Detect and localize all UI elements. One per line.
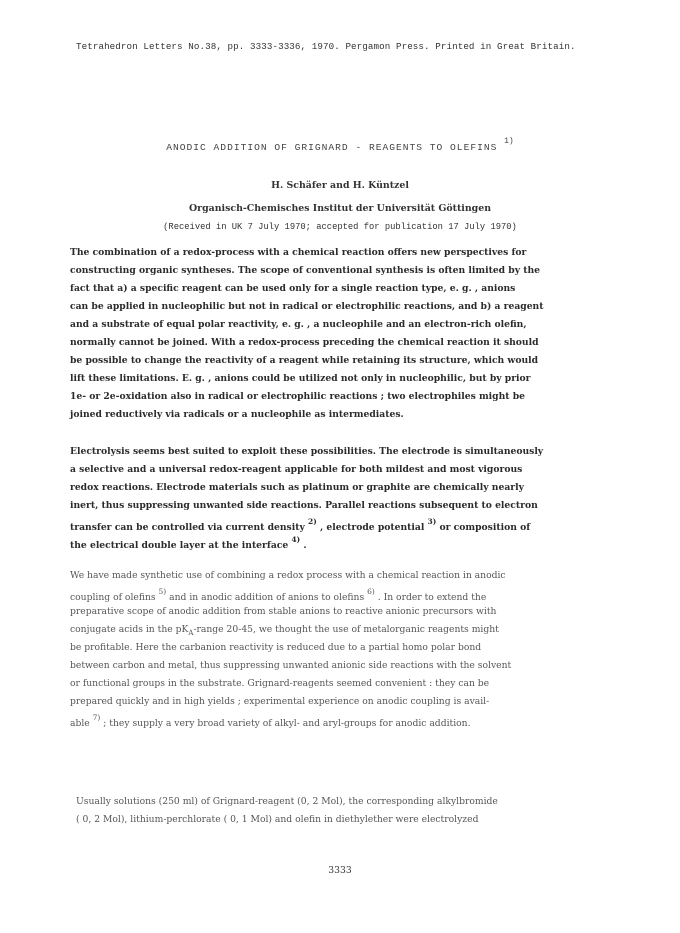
institute: Organisch-Chemisches Institut der Universität Göttingen	[188, 203, 492, 214]
text-line: or functional groups in the substrate. Grignard-reagents seemed convenient : they can be	[70, 678, 490, 689]
text-line: ( 0, 2 Mol), lithium-perchlorate ( 0, 1 Mol) and olefin in diethylether were electrolyzed	[76, 814, 479, 825]
article-title-text: ANODIC ADDITION OF GRIGNARD - REAGENTS TO OLEFINS	[166, 142, 498, 154]
paragraph-4	[76, 793, 616, 829]
text-span: , electrode potential	[319, 522, 425, 534]
text-span: and in anodic addition of anions to olefins	[169, 592, 365, 604]
text-line: prepared quickly and in high yields ; experimental experience on anodic coupling is avail-	[70, 696, 490, 707]
text-line: a selective and a universal redox-reagent applicable for both mildest and most vigorous	[70, 464, 523, 475]
text-span: the electrical double layer at the interface	[70, 540, 289, 552]
text-span: able	[70, 718, 90, 730]
footnote-ref: 3)	[427, 517, 437, 526]
article-title	[0, 137, 680, 154]
text-span: -range 20-45, we thought the use of metalorganic reagents might	[193, 624, 499, 635]
text-line	[70, 585, 610, 603]
text-line: be profitable. Here the carbanion reactivity is reduced due to a partial homo polar bond	[70, 642, 482, 653]
text-line: joined reductively via radicals or a nucleophile as intermediates.	[70, 409, 404, 420]
text-line: The combination of a redox-process with a chemical reaction offers new perspectives for	[70, 247, 527, 258]
text-line: be possible to change the reactivity of a reagent while retaining its structure, which would	[70, 355, 539, 366]
footnote-ref: 4)	[291, 535, 301, 544]
text-line: redox reactions. Electrode materials such as platinum or graphite are chemically nearly	[70, 482, 524, 493]
page-number: 3333	[328, 865, 352, 876]
text-line: Usually solutions (250 ml) of Grignard-reagent (0, 2 Mol), the corresponding alkylbromide	[76, 796, 498, 807]
text-span: .	[303, 540, 307, 552]
title-footnote-ref: 1)	[504, 137, 514, 146]
footnote-ref: 5)	[158, 587, 167, 596]
journal-citation: Tetrahedron Letters No.38, pp. 3333-3336, 1970. Pergamon Press. Printed in Great Britain.	[76, 41, 576, 52]
text-line	[70, 533, 610, 551]
text-line: 1e- or 2e-oxidation also in radical or electrophilic reactions ; two electrophiles might be	[70, 391, 525, 402]
text-span: transfer can be controlled via current density	[70, 522, 305, 534]
text-span: ; they supply a very broad variety of alkyl- and aryl-groups for anodic addition.	[103, 718, 471, 730]
footnote-ref: 6)	[367, 587, 375, 596]
text-line: can be applied in nucleophilic but not in radical or electrophilic reactions, and b) a reagent	[70, 301, 544, 312]
text-span: conjugate acids in the pK	[70, 624, 189, 635]
text-line	[70, 515, 610, 533]
text-line: between carbon and metal, thus suppressing unwanted anionic side reactions with the solvent	[70, 660, 512, 671]
text-line: fact that a) a specific reagent can be used only for a single reaction type, e. g. , anions	[70, 283, 516, 294]
text-span: or composition of	[439, 522, 531, 534]
paragraph-2	[70, 443, 610, 551]
text-line	[70, 621, 610, 639]
text-line: and a substrate of equal polar reactivity, e. g. , a nucleophile and an electron-rich olefin,	[70, 319, 527, 330]
text-span: coupling of olefins	[70, 592, 156, 604]
subscript: A	[188, 628, 194, 637]
received-date: (Received in UK 7 July 1970; accepted for publication 17 July 1970)	[163, 222, 517, 232]
text-line: normally cannot be joined. With a redox-process preceding the chemical reaction it should	[70, 337, 539, 348]
text-line: Electrolysis seems best suited to exploit these possibilities. The electrode is simultaneously	[70, 446, 544, 457]
text-line: constructing organic syntheses. The scope of conventional synthesis is often limited by the	[70, 265, 541, 276]
paragraph-3	[70, 567, 610, 729]
text-line: inert, thus suppressing unwanted side reactions. Parallel reactions subsequent to electron	[70, 500, 538, 511]
authors: H. Schäfer and H. Küntzel	[271, 180, 409, 191]
text-line: lift these limitations. E. g. , anions could be utilized not only in nucleophilic, but by prior	[70, 373, 531, 384]
text-line: We have made synthetic use of combining a redox process with a chemical reaction in anodic	[70, 570, 506, 581]
text-span: . In order to extend the	[377, 592, 487, 604]
footnote-ref: 7)	[92, 713, 101, 722]
footnote-ref: 2)	[307, 517, 317, 526]
text-line	[70, 711, 610, 729]
text-line: preparative scope of anodic addition from stable anions to reactive anionic precursors with	[70, 606, 497, 617]
paragraph-1	[70, 244, 610, 424]
